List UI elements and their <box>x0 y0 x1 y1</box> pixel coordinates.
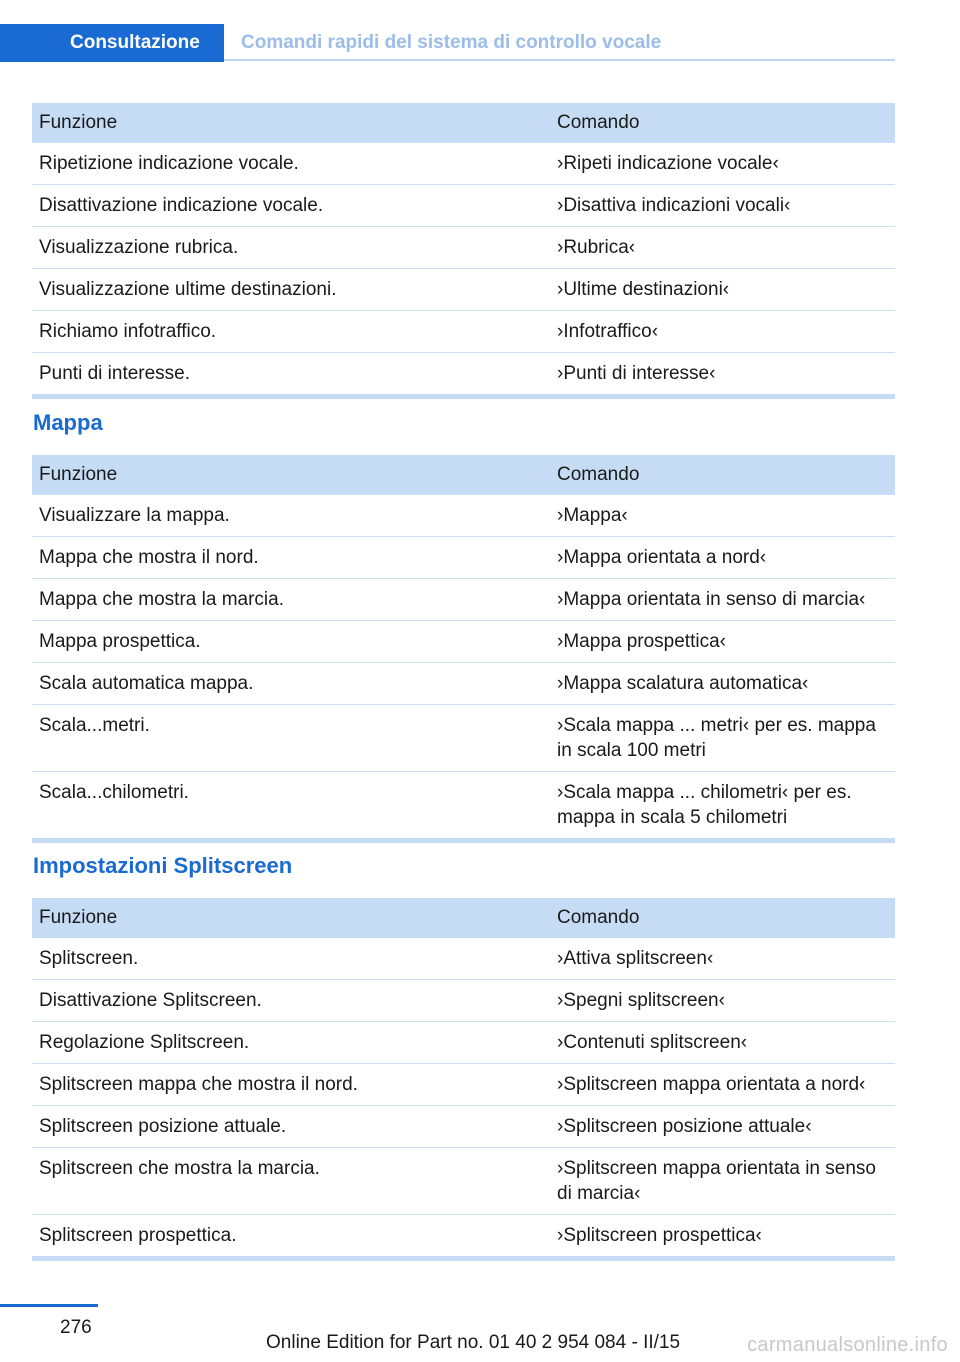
cell-funzione: Scala automatica mappa. <box>39 673 254 694</box>
footer-accent-line <box>0 1304 98 1307</box>
cell-comando: ›Rubrica‹ <box>557 237 636 258</box>
cell-comando: ›Mappa orientata in senso di marcia‹ <box>557 589 866 610</box>
table-bottom-rule <box>32 394 895 399</box>
cell-funzione: Mappa che mostra il nord. <box>39 547 259 568</box>
cell-comando: ›Mappa prospettica‹ <box>557 631 726 652</box>
column-header-comando: Comando <box>557 464 640 485</box>
table-row <box>32 772 895 838</box>
table-row <box>32 311 895 353</box>
cell-funzione: Regolazione Splitscreen. <box>39 1032 250 1053</box>
header-divider <box>224 59 895 61</box>
table-row <box>32 1106 895 1148</box>
section-tab: Consultazione <box>0 24 224 62</box>
cell-comando: ›Spegni splitscreen‹ <box>557 990 725 1011</box>
cell-comando: ›Splitscreen mappa orientata a nord‹ <box>557 1074 866 1095</box>
cell-funzione: Punti di interesse. <box>39 363 191 384</box>
cell-funzione: Disattivazione indicazione vocale. <box>39 195 324 216</box>
section-title-mappa: Mappa <box>33 410 103 435</box>
cell-comando: ›Ultime destinazioni‹ <box>557 279 730 300</box>
cell-comando: ›Mappa‹ <box>557 505 628 526</box>
cell-comando: ›Splitscreen prospettica‹ <box>557 1225 762 1246</box>
table-voice-commands-navigation <box>32 103 895 399</box>
table-row <box>32 938 895 980</box>
column-header-funzione: Funzione <box>39 112 118 133</box>
cell-comando: ›Mappa scalatura automatica‹ <box>557 673 809 694</box>
table-row <box>32 269 895 311</box>
table-row <box>32 537 895 579</box>
table-bottom-rule <box>32 838 895 843</box>
table-row <box>32 579 895 621</box>
table-row <box>32 1148 895 1215</box>
cell-funzione: Splitscreen. <box>39 948 139 969</box>
table-row <box>32 1064 895 1106</box>
cell-funzione: Scala...metri. <box>39 715 150 736</box>
cell-funzione: Visualizzare la mappa. <box>39 505 230 526</box>
table-row <box>32 143 895 185</box>
edition-info: Online Edition for Part no. 01 40 2 954 084 - II/15 <box>266 1332 681 1353</box>
column-header-funzione: Funzione <box>39 464 118 485</box>
cell-comando: ›Mappa orientata a nord‹ <box>557 547 767 568</box>
cell-funzione: Splitscreen posizione attuale. <box>39 1116 287 1137</box>
cell-comando: ›Splitscreen posizione attuale‹ <box>557 1116 812 1137</box>
cell-funzione: Mappa che mostra la marcia. <box>39 589 284 610</box>
table-map-commands <box>32 455 895 843</box>
table-row <box>32 621 895 663</box>
table-header-row <box>32 898 895 938</box>
table-bottom-rule <box>32 1256 895 1261</box>
cell-comando: ›Scala mappa ... chilometri‹ per es. mappa in scala 5 chilometri <box>557 782 852 828</box>
table-row <box>32 1022 895 1064</box>
table-splitscreen-commands <box>32 898 895 1261</box>
cell-funzione: Visualizzazione rubrica. <box>39 237 239 258</box>
column-header-comando: Comando <box>557 907 640 928</box>
cell-comando: ›Ripeti indicazione vocale‹ <box>557 153 779 174</box>
cell-funzione: Splitscreen mappa che mostra il nord. <box>39 1074 358 1095</box>
table-row <box>32 227 895 269</box>
cell-funzione: Scala...chilometri. <box>39 782 189 803</box>
cell-comando: ›Disattiva indicazioni vocali‹ <box>557 195 791 216</box>
cell-funzione: Disattivazione Splitscreen. <box>39 990 262 1011</box>
table-header-row <box>32 455 895 495</box>
cell-comando: ›Splitscreen mappa orientata in senso di marcia‹ <box>557 1158 876 1204</box>
cell-comando: ›Scala mappa ... metri‹ per es. mappa in scala 100 metri <box>557 715 876 761</box>
column-header-comando: Comando <box>557 112 640 133</box>
cell-comando: ›Contenuti splitscreen‹ <box>557 1032 748 1053</box>
cell-funzione: Splitscreen che mostra la marcia. <box>39 1158 320 1179</box>
cell-funzione: Splitscreen prospettica. <box>39 1225 237 1246</box>
chapter-title: Comandi rapidi del sistema di controllo vocale <box>241 32 662 53</box>
cell-funzione: Ripetizione indicazione vocale. <box>39 153 299 174</box>
watermark: carmanualsonline.info <box>747 1334 948 1356</box>
cell-comando: ›Punti di interesse‹ <box>557 363 716 384</box>
table-row <box>32 705 895 772</box>
page-number: 276 <box>60 1317 92 1338</box>
table-row <box>32 1215 895 1256</box>
table-row <box>32 185 895 227</box>
cell-funzione: Mappa prospettica. <box>39 631 201 652</box>
table-row <box>32 980 895 1022</box>
cell-funzione: Visualizzazione ultime destinazioni. <box>39 279 337 300</box>
cell-comando: ›Infotraffico‹ <box>557 321 659 342</box>
cell-comando: ›Attiva splitscreen‹ <box>557 948 714 969</box>
column-header-funzione: Funzione <box>39 907 118 928</box>
section-title-splitscreen: Impostazioni Splitscreen <box>33 853 293 878</box>
table-row <box>32 663 895 705</box>
table-row <box>32 495 895 537</box>
table-header-row <box>32 103 895 143</box>
cell-funzione: Richiamo infotraffico. <box>39 321 217 342</box>
page-header <box>0 0 960 62</box>
table-row <box>32 353 895 394</box>
